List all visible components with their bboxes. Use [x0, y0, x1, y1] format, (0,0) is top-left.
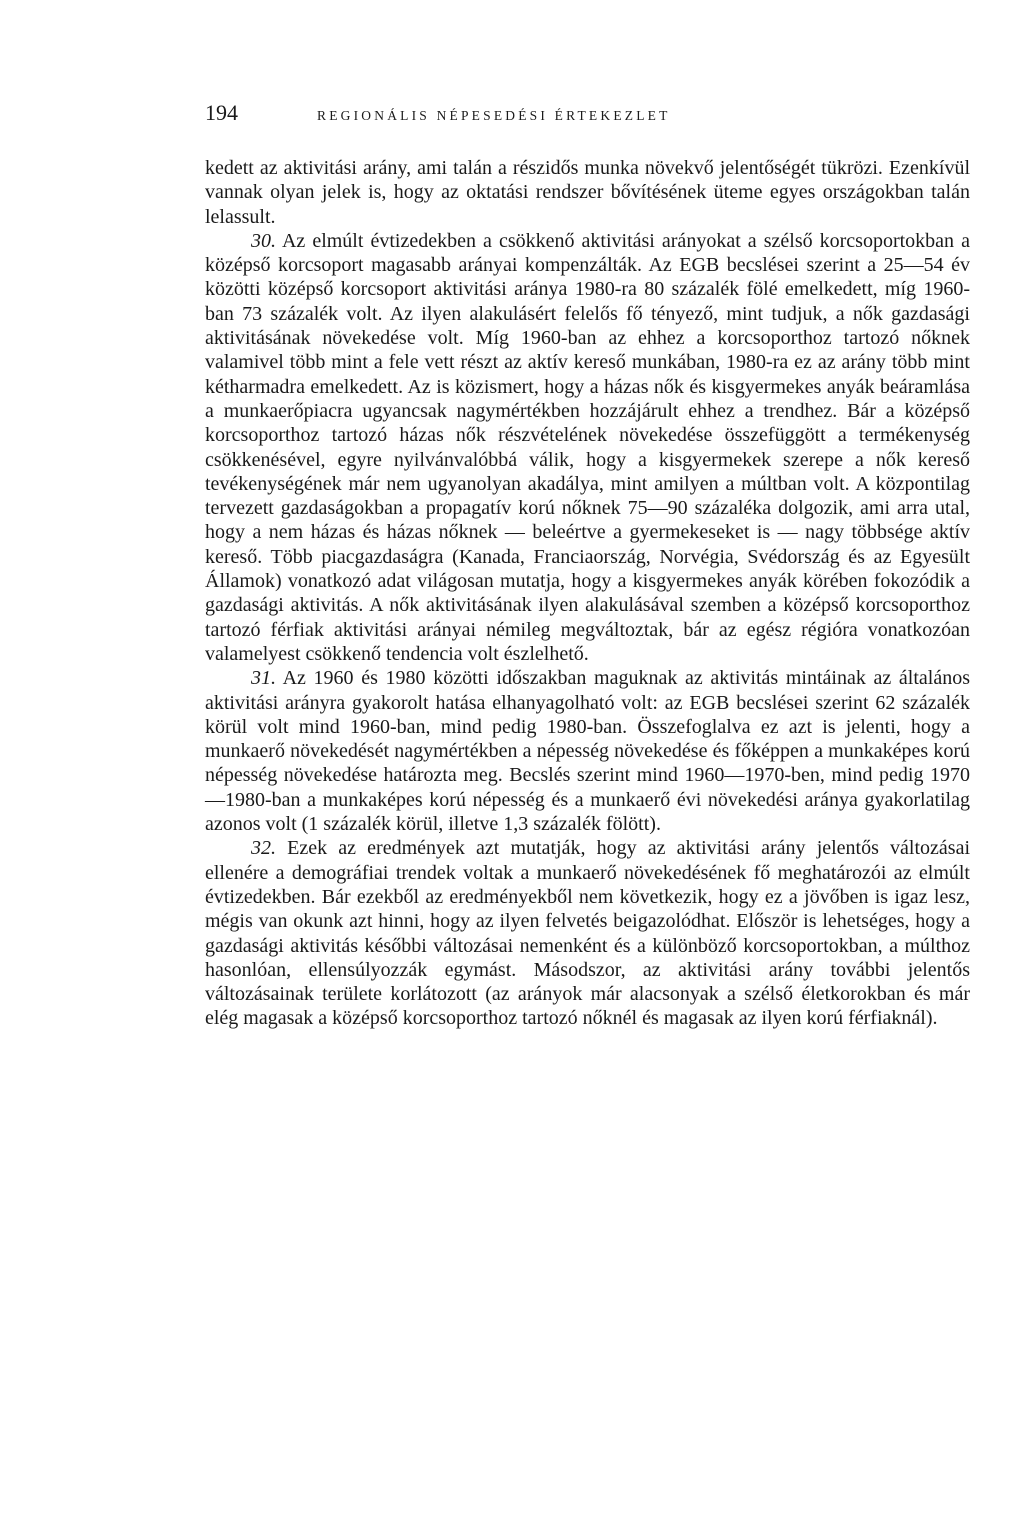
running-title: REGIONÁLIS NÉPESEDÉSI ÉRTEKEZLET [317, 108, 671, 123]
paragraph-32 [205, 836, 970, 1030]
body-text [205, 156, 970, 1031]
paragraph-30 [205, 229, 970, 666]
paragraph-text: Az 1960 és 1980 közötti időszakban maguknak az aktivitás mintáinak az általános aktivitási arányra gyakorolt hatása elhanyagolható volt: az EGB becslései szerint 62 százalék körül volt mind 1960-ban, mind pedig 1980-ban. Összefoglalva ez azt is jelenti, hogy a munkaerő növekedését nagymértékben a népesség növekedése és főképpen a munkaképes korú népesség növekedése határozta meg. Becslés szerint mind 1960—1970-ben, mind pedig 1970—1980-ban a munkaképes korú népesség és a munkaerő évi növekedési aránya gyakorlatilag azonos volt (1 százalék körül, illetve 1,3 százalék fölött). [205, 667, 970, 836]
page-number: 194 [205, 100, 238, 125]
book-page [205, 100, 970, 1031]
paragraph-number: 32. [251, 837, 276, 860]
paragraph-31 [205, 666, 970, 836]
paragraph-continued [205, 156, 970, 229]
paragraph-text: Az elmúlt évtizedekben a csökkenő aktivitási arányokat a szélső korcsoportokban a középső korcsoport magasabb arányai kompenzálták. Az EGB becslései szerint a 25—54 év közötti középső korcsoport aktivitási aránya 1980-ra 80 százalék fölé emelkedett, míg 1960-ban 73 százalék volt. Az ilyen alakulásért felelős fő tényező, mint tudjuk, a nők gazdasági aktivitásának növekedése volt. Míg 1960-ban az ehhez a korcsoporthoz tartozó nőknek valamivel több mint a fele vett részt az aktív kereső munkában, 1980-ra ez az arány több mint kétharmadra emelkedett. Az is közismert, hogy a házas nők és kisgyermekes anyák beáramlása a munkaerőpiacra ugyancsak nagymértékben hozzájárult ehhez a trendhez. Bár a középső korcsoporthoz tartozó házas nők részvételének növekedése összefüggött a termékenység csökkenésével, egyre nyilvánvalóbbá válik, hogy a kisgyermekek szerepe a nők kereső tevékenységének már nem ugyanolyan akadálya, mint amilyen a múltban volt. A központilag tervezett gazdaságokban a propagatív korú nőknek 75—90 százaléka dolgozik, ami arra utal, hogy a nem házas és házas nőknek — beleértve a gyermekeseket is — nagy többsége aktív kereső. Több piacgazdaságra (Kanada, Franciaország, Norvégia, Svédország és az Egyesült Államok) vonatkozó adat világosan mutatja, hogy a kisgyermekes anyák körében fokozódik a gazdasági aktivitás. A nők aktivitásának ilyen alakulásával szemben a középső korcsoporthoz tartozó férfiak aktivitási arányai némileg megváltoztak, bár az egész régióra vonatkozóan valamelyest csökkenő tendencia volt észlelhető. [205, 229, 970, 665]
running-head [205, 100, 970, 140]
paragraph-text: kedett az aktivitási arány, ami talán a részidős munka növekvő jelentőségét tükrözi. Ezenkívül vannak olyan jelek is, hogy az oktatási rendszer bővítésének üteme egyes országokban talán lelassult. [205, 157, 970, 228]
paragraph-text: Ezek az eredmények azt mutatják, hogy az aktivitási arány jelentős változásai ellenére a demográfiai trendek voltak a munkaerő növekedésének fő meghatározói az elmúlt évtizedekben. Bár ezekből az eredményekből nem következik, hogy ez a jövőben is igaz lesz, mégis van okunk azt hinni, hogy az ilyen felvetés beigazolódhat. Először is lehetséges, hogy a gazdasági aktivitás későbbi változásai nemenként és a különböző korcsoportokban, a múlthoz hasonlóan, ellensúlyozzák egymást. Másodszor, az aktivitási arány további jelentős változásainak területe korlátozott (az arányok már alacsonyak a szélső életkorokban és már elég magasak a középső korcsoporthoz tartozó nőknél és magasak az ilyen korú férfiaknál). [205, 837, 971, 1030]
paragraph-number: 31. [251, 667, 276, 690]
paragraph-number: 30. [251, 229, 276, 252]
